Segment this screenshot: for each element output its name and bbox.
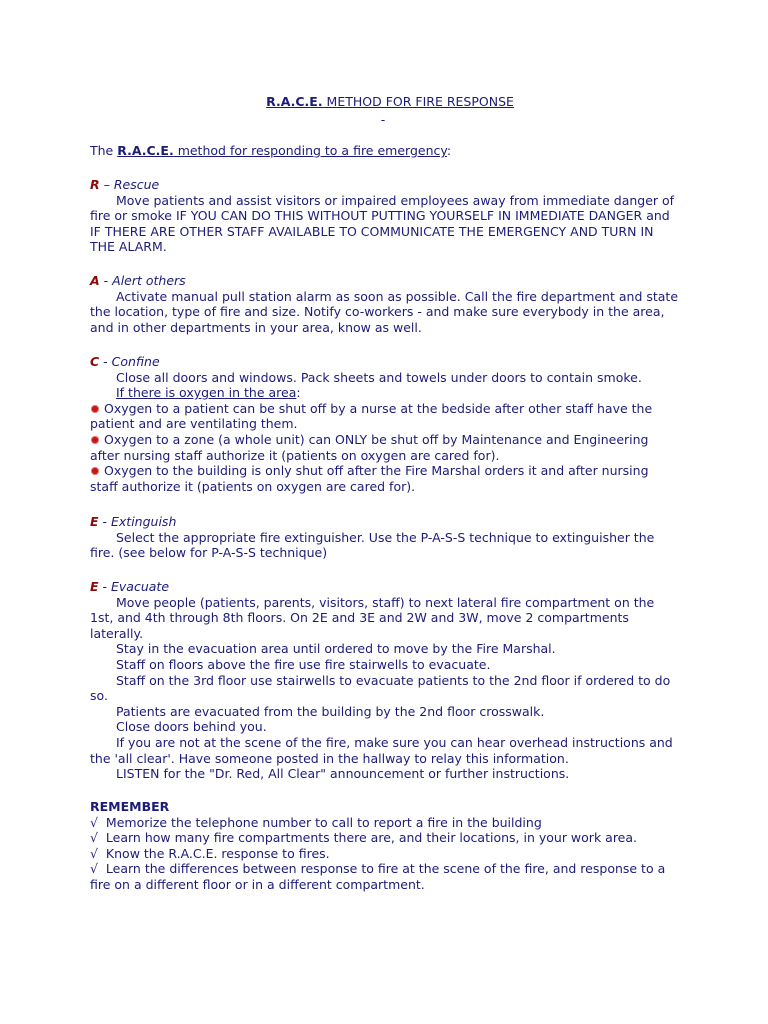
section-heading-text: Evacuate [111,579,170,594]
oxygen-label-colon: : [296,385,301,401]
section-text: Close all doors and windows. Pack sheets and towels under doors to contain smoke. [116,369,642,385]
section-evacuate [90,579,680,782]
intro-acronym: R.A.C.E. [117,143,174,158]
evacuate-paragraph: Move people (patients, parents, visitors, staff) to next lateral fire compartment on the 1st, and 4th through 8th floors. On 2E and 3E and 2W and 3W, move 2 compartments laterally. [90,594,655,641]
list-item [90,432,680,463]
section-letter: R [90,177,100,192]
section-remember [90,799,680,893]
document-title [90,94,690,110]
section-heading-text: Rescue [113,177,160,192]
section-text: Select the appropriate fire extinguisher. Use the P-A-S-S technique to extinguisher the fire. (see below for P-A-S-S technique) [90,529,655,561]
evacuate-paragraph: Staff on the 3rd floor use stairwells to evacuate patients to the 2nd floor if ordered to do so. [90,672,671,704]
list-item-text: Oxygen to the building is only shut off after the Fire Marshal orders it and after nursing staff authorize it (patients on oxygen are cared for). [90,463,649,494]
check-mark-icon: √ [90,830,98,846]
title-dash: - [380,112,386,127]
list-item [90,846,680,862]
section-letter: E [90,514,99,529]
intro-line [90,143,680,159]
section-letter: A [90,273,100,288]
list-item-text: Oxygen to a zone (a whole unit) can ONLY be shut off by Maintenance and Engineering after nursing staff authorize it (patients on oxygen are cared for). [90,431,649,463]
section-separator: - [98,579,112,594]
section-text: Move patients and assist visitors or impaired employees away from immediate danger of fire or smoke IF YOU CAN DO THIS WITHOUT PUTTING YOURSELF IN IMMEDIATE DANGER and IF THERE ARE OTHER STAFF AVAILABLE TO COMMUNICATE THE EMERGENCY AND TURN IN THE ALARM. [90,192,675,255]
evacuate-paragraph: If you are not at the scene of the fire, make sure you can hear overhead instructions and the 'all clear'. Have someone posted in the hallway to relay this information. [90,734,673,766]
section-separator: – [99,177,114,192]
section-text: Activate manual pull station alarm as soon as possible. Call the fire department and state the location, type of fire and size. Notify co-workers - and make sure everybody in the area, and in other departments in your area, know as well. [90,288,679,335]
red-bullet-icon [92,468,98,474]
intro-prefix: The [90,143,118,158]
list-item-text: Learn how many fire compartments there are, and their locations, in your work area. [105,830,638,846]
section-heading-text: Confine [111,354,160,369]
section-heading [90,514,680,530]
check-mark-icon: √ [90,845,98,861]
intro-suffix: : [446,143,452,158]
list-item [90,861,680,892]
list-item-text: Know the R.A.C.E. response to fires. [105,845,330,861]
section-heading [90,354,680,370]
remember-heading: REMEMBER [90,799,170,814]
section-heading [90,177,680,193]
list-item [90,830,680,846]
section-extinguish [90,514,680,561]
section-heading [90,273,680,289]
section-alert [90,273,680,335]
red-bullet-icon [92,437,98,443]
list-item [90,401,680,432]
section-separator: - [99,273,113,288]
evacuate-paragraph: Staff on floors above the fire use fire stairwells to evacuate. [116,656,491,672]
title-acronym: R.A.C.E. [266,94,323,109]
evacuate-paragraph: Stay in the evacuation area until ordered to move by the Fire Marshal. [116,641,556,657]
section-confine [90,354,680,494]
list-item-text: Memorize the telephone number to call to report a fire in the building [105,814,542,830]
section-separator: - [98,514,112,529]
list-item-text: Learn the differences between response to fire at the scene of the fire, and response to a fire on a different floor or in a different compartment. [90,861,666,892]
section-letter: C [90,354,100,369]
check-mark-icon: √ [90,814,98,830]
list-item [90,815,680,831]
section-heading-text: Alert others [112,273,186,288]
section-separator: - [99,354,112,369]
oxygen-label-text: If there is oxygen in the area [116,385,297,401]
section-rescue [90,177,680,255]
check-mark-icon: √ [90,861,98,877]
evacuate-paragraph: Close doors behind you. [116,719,267,735]
section-letter: E [90,579,99,594]
evacuate-paragraph: LISTEN for the "Dr. Red, All Clear" announcement or further instructions. [116,766,570,782]
section-heading [90,579,680,595]
list-item [90,463,680,494]
red-bullet-icon [92,406,98,412]
oxygen-label [90,385,680,401]
list-item-text: Oxygen to a patient can be shut off by a nurse at the bedside after other staff have the patient and are ventilating them. [90,400,653,432]
evacuate-paragraph: Patients are evacuated from the building by the 2nd floor crosswalk. [116,703,545,719]
title-rest: METHOD FOR FIRE RESPONSE [322,94,514,109]
intro-underlined: method for responding to a fire emergency [173,143,447,158]
section-heading-text: Extinguish [111,514,177,529]
